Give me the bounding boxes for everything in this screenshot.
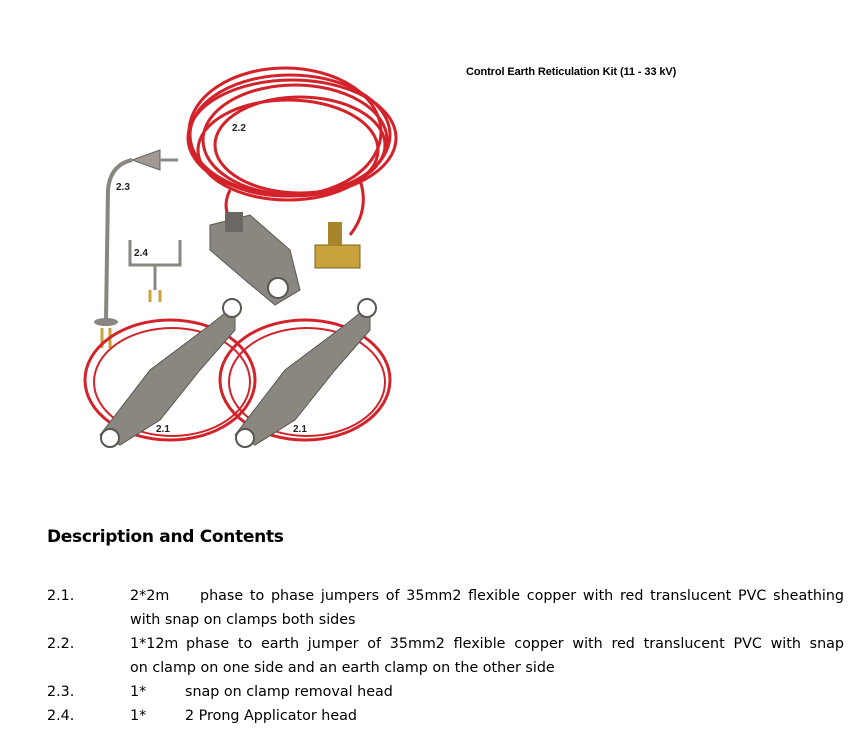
item-2-1 bbox=[47, 584, 847, 632]
kit-title: Control Earth Reticulation Kit (11 - 33 kV) bbox=[466, 66, 677, 78]
snap-on-clamp-2-2 bbox=[210, 212, 300, 305]
item-description: snap on clamp removal head bbox=[185, 684, 393, 700]
item-number: 2.2. bbox=[47, 636, 75, 652]
figure-label-2-3: 2.3 bbox=[116, 182, 130, 193]
item-description-line2: with snap on clamps both sides bbox=[130, 612, 356, 628]
item-number: 2.1. bbox=[47, 588, 75, 604]
item-description: phase to earth jumper of 35mm2 flexible copper with red translucent PVC with snap bbox=[186, 636, 844, 652]
item-quantity: 1* bbox=[130, 684, 147, 700]
figure-label-2-1-left: 2.1 bbox=[156, 424, 170, 435]
item-quantity: 1* bbox=[130, 708, 147, 724]
figure-label-2-4: 2.4 bbox=[134, 248, 148, 259]
figure-label-2-2: 2.2 bbox=[232, 123, 246, 134]
phase-to-earth-jumper-coil bbox=[188, 68, 396, 235]
item-description-line1 bbox=[130, 584, 844, 608]
item-number: 2.3. bbox=[47, 684, 75, 700]
item-2-4 bbox=[47, 704, 847, 728]
item-description-line1 bbox=[130, 632, 844, 656]
section-heading: Description and Contents bbox=[47, 527, 284, 547]
item-description: 2 Prong Applicator head bbox=[185, 708, 357, 724]
item-description: phase to phase jumpers of 35mm2 flexible copper with red translucent PVC sheathing bbox=[200, 588, 844, 604]
item-number: 2.4. bbox=[47, 708, 75, 724]
item-quantity: 1*12m bbox=[130, 636, 179, 652]
product-image bbox=[60, 50, 460, 470]
item-2-2 bbox=[47, 632, 847, 680]
item-2-3 bbox=[47, 680, 847, 704]
item-quantity: 2*2m bbox=[130, 588, 170, 604]
figure-label-2-1-right: 2.1 bbox=[293, 424, 307, 435]
item-description-line2: on clamp on one side and an earth clamp on the other side bbox=[130, 660, 555, 676]
